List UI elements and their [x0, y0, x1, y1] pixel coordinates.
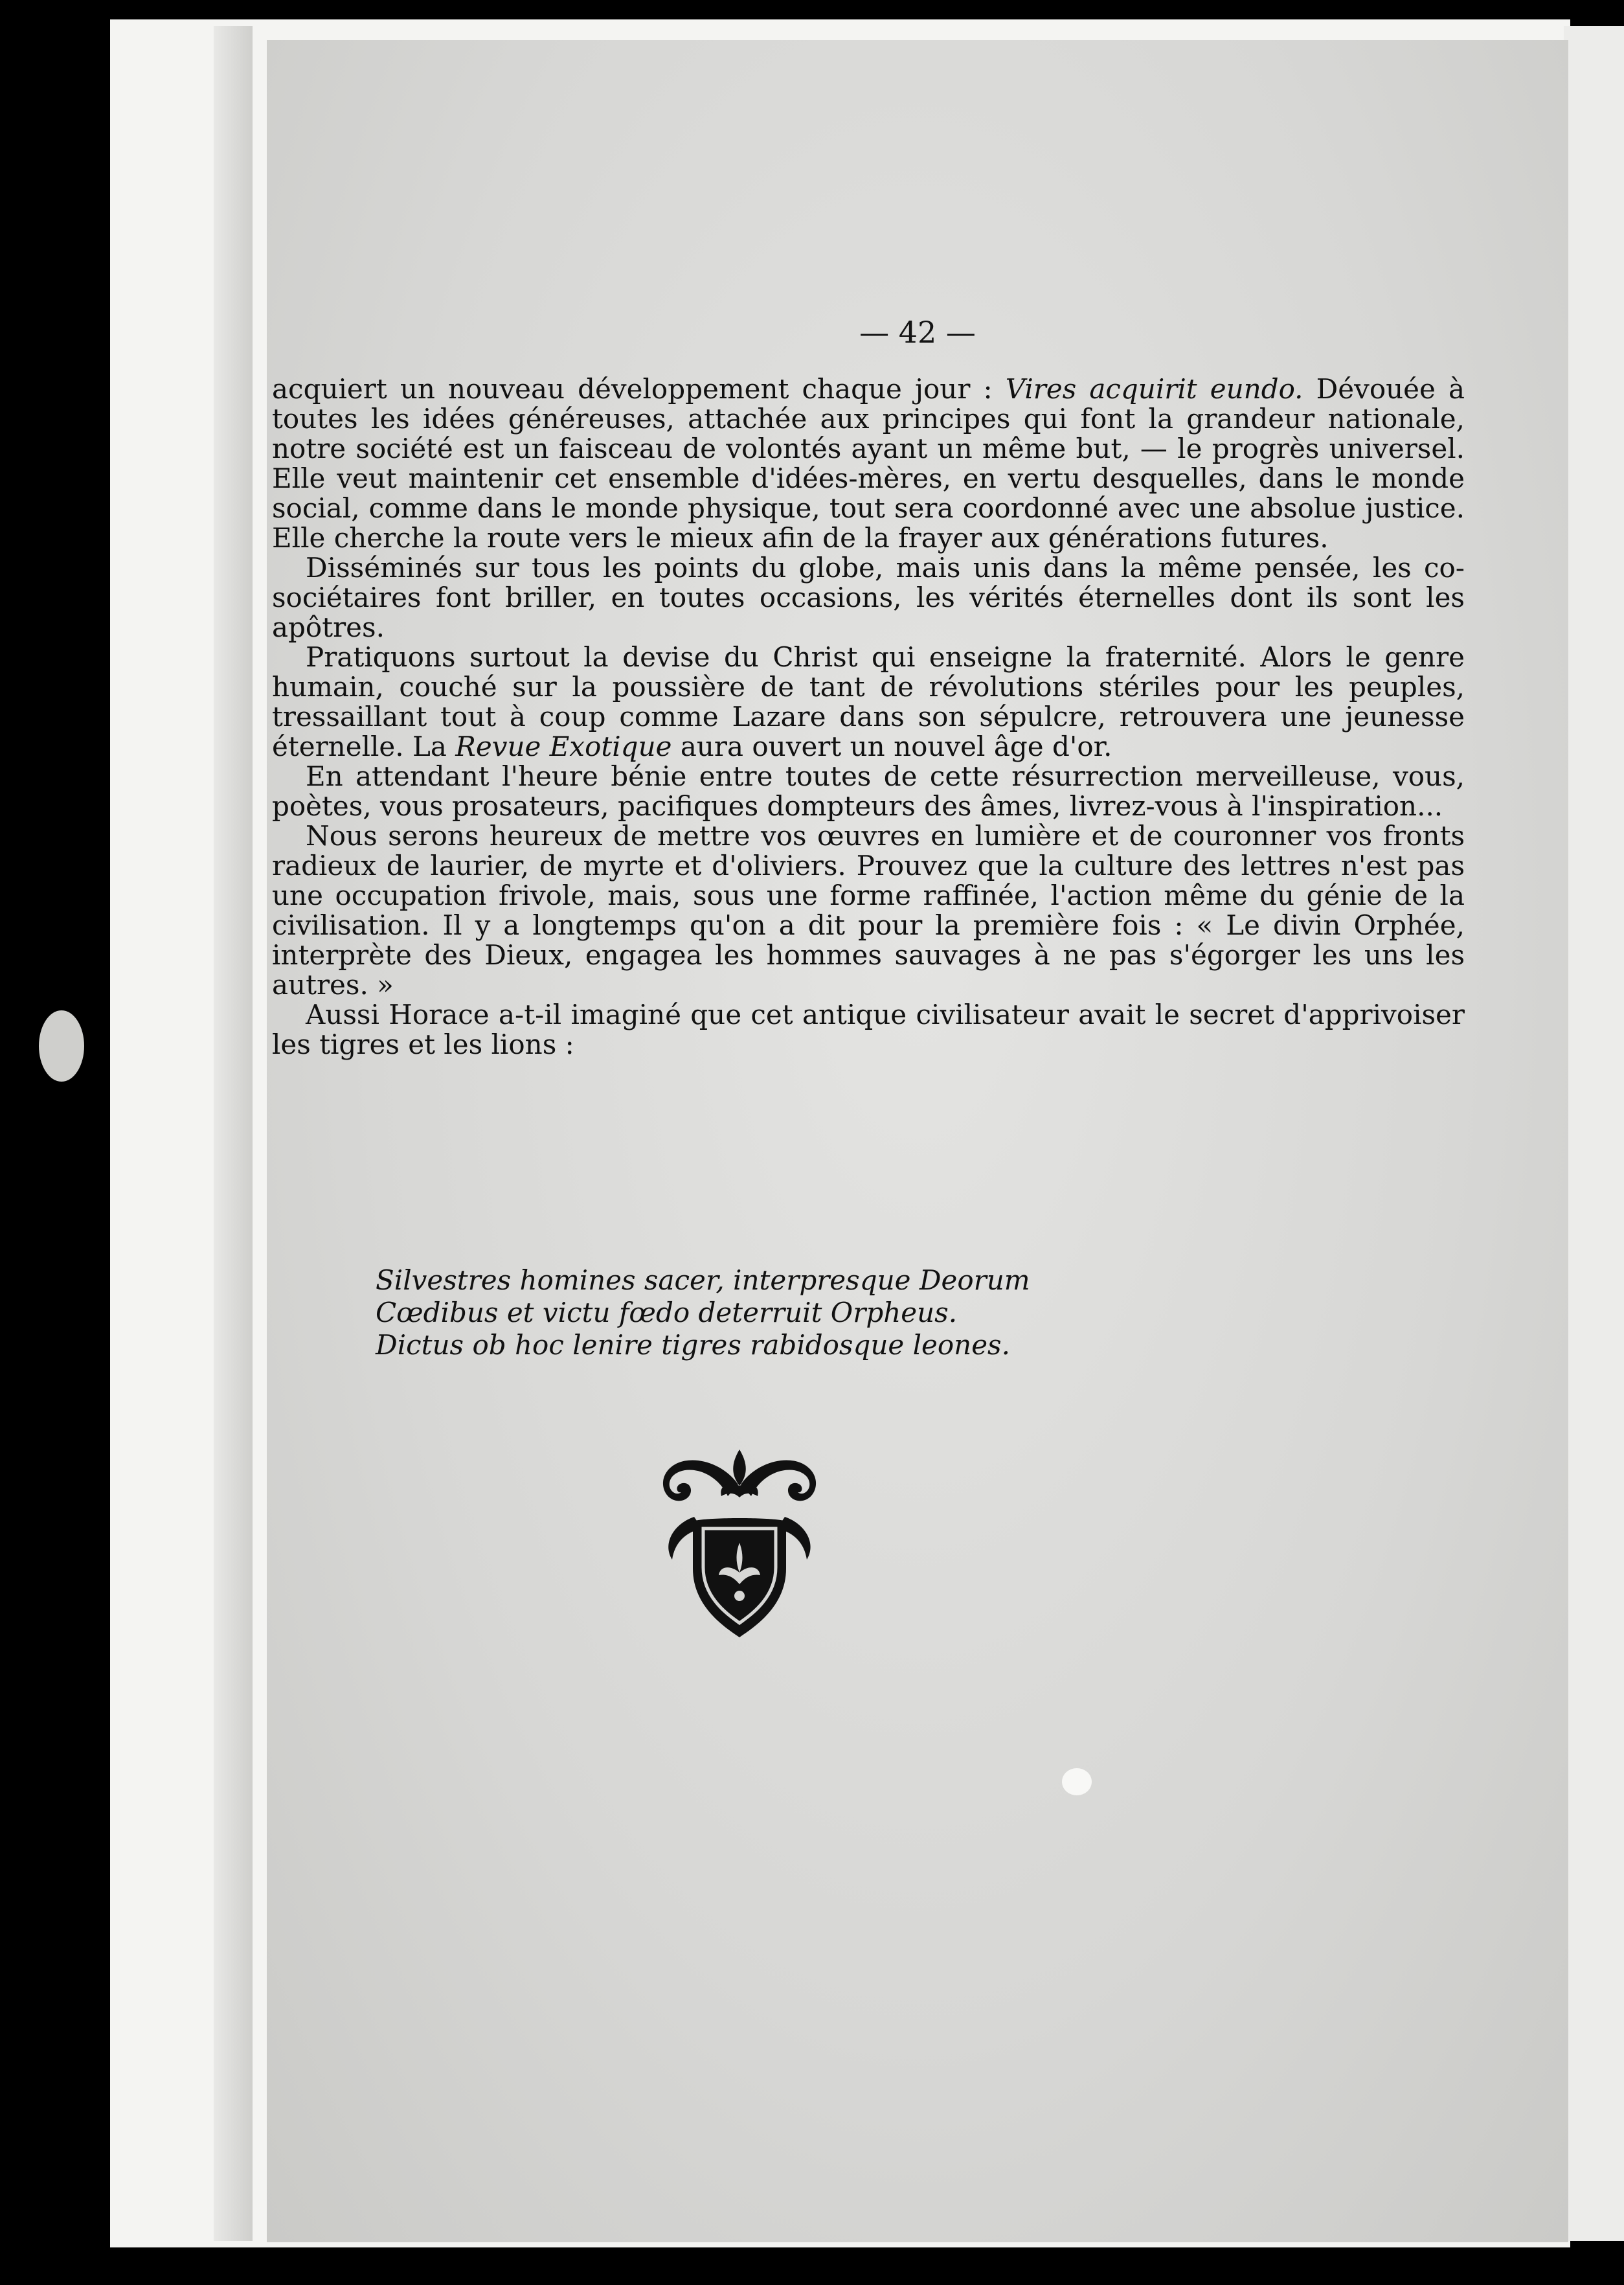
scan-speck — [39, 1010, 84, 1082]
verse-line-3: Dictus ob hoc lenire tigres rabidosque leones. — [376, 1329, 1010, 1361]
paragraph-5: Nous serons heureux de mettre vos œuvres en lumière et de couronner vos fronts radieux de laurier, de myrte et d'oliviers. Prouvez que la culture des lettres n'est pas une occupation frivole, mais, sous une forme raffinée, l'action même du génie de la civilisation. Il y a longtemps qu'on a dit pour la première fois : « Le divin Orphée, interprète des Dieux, engagea les hommes sauvages à ne pas s'égorger les uns les autres. » — [272, 820, 1465, 1001]
scanned-page — [267, 40, 1568, 2242]
latin-motto: Vires acquirit eundo. — [1005, 373, 1303, 405]
verse-line-2: Cœdibus et victu fœdo deterruit Orpheus. — [376, 1297, 958, 1328]
paragraph-1-start: acquiert un nouveau développement chaque jour : — [272, 373, 1006, 405]
paragraph-3 — [272, 642, 1465, 762]
verse-line-1: Silvestres homines sacer, interpresque Deorum — [376, 1264, 1030, 1296]
paragraph-3-start: Pratiquons surtout la devise du Christ qui enseigne la fraternité. Alors le genre humain, couché sur la poussière de tant de révolutions stériles pour les peuples, tressaillant tout à coup comme Lazare dans son sépulcre, retrouvera une jeunesse éternelle. La — [272, 641, 1465, 762]
paragraph-4: En attendant l'heure bénie entre toutes de cette résurrection merveilleuse, vous, poètes, vous prosateurs, pacifiques dompteurs des âmes, livrez-vous à l'inspiration... — [272, 760, 1465, 822]
revue-title: Revue Exotique — [455, 731, 672, 762]
page-edge-shadow — [214, 26, 253, 2241]
page-number: — 42 — — [859, 315, 976, 350]
paragraph-6: Aussi Horace a-t-il imaginé que cet antique civilisateur avait le secret d'apprivoiser les tigres et les lions : — [272, 999, 1465, 1060]
facing-page-edge — [1564, 26, 1624, 2241]
paragraph-1 — [272, 374, 1465, 553]
body-text — [272, 374, 1465, 1060]
paragraph-1-rest: Dévouée à toutes les idées généreuses, attachée aux principes qui font la grandeur nationale, notre société est un faisceau de volontés ayant un même but, — le progrès universel. Elle veut maintenir cet ensemble d'idées-mères, en vertu desquelles, dans le monde social, comme dans le monde physique, tout sera coordonné avec une absolue justice. Elle cherche la route vers le mieux afin de la frayer aux générations futures. — [272, 373, 1465, 554]
paragraph-3-rest: aura ouvert un nouvel âge d'or. — [671, 731, 1112, 762]
paragraph-2: Disséminés sur tous les points du globe, mais unis dans la même pensée, les co-sociétaires font briller, en toutes occasions, les vérités éternelles dont ils sont les apôtres. — [272, 552, 1465, 643]
fleuron-ornament-icon — [655, 1446, 824, 1640]
latin-verses — [376, 1264, 1030, 1361]
scan-speck — [1062, 1768, 1092, 1795]
